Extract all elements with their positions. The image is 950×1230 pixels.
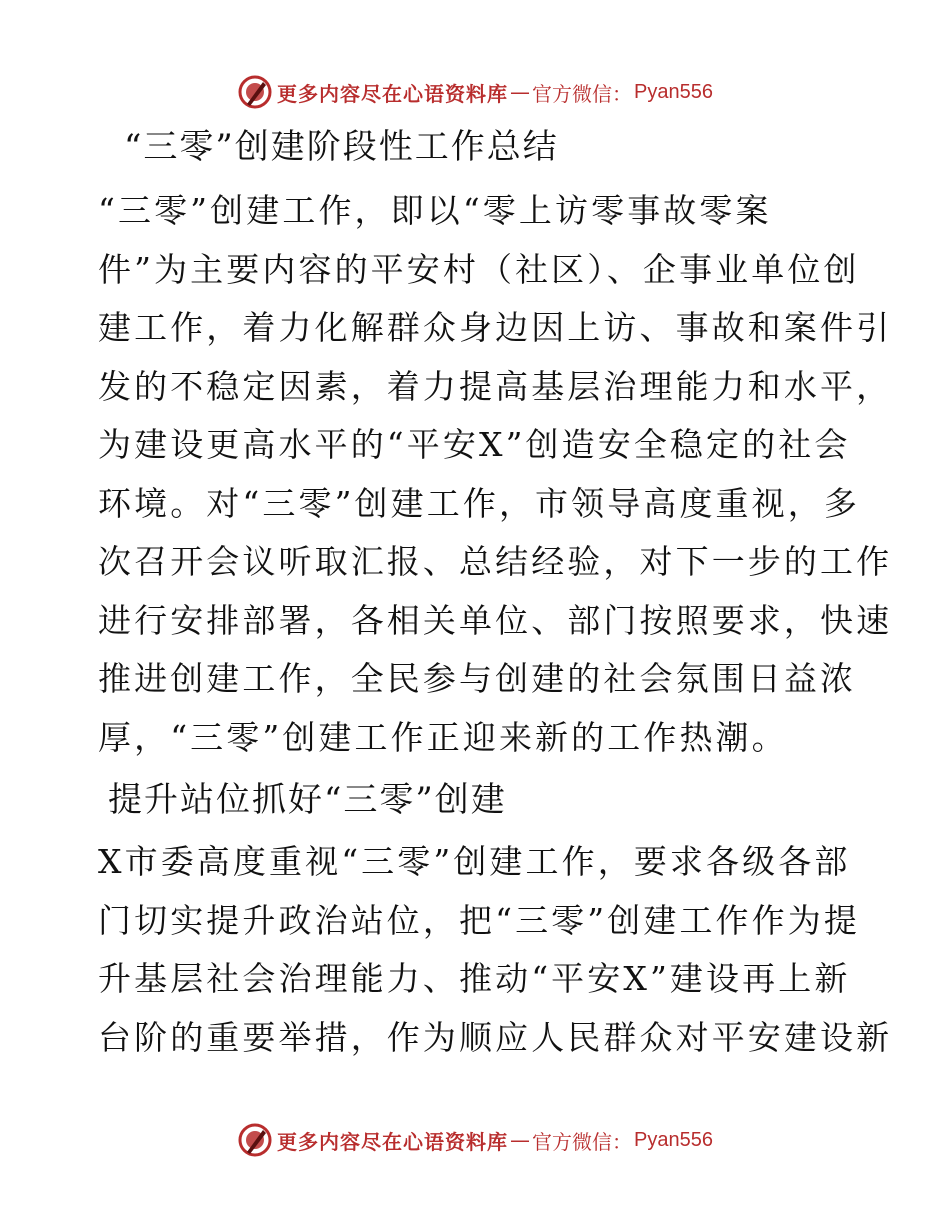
paragraph-line: “三零”创建工作，即以“零上访零事故零案 [98, 191, 772, 230]
paragraph-line: 件”为主要内容的平安村（社区）、企事业单位创 [98, 249, 860, 289]
paragraph-line: 进行安排部署，各相关单位、部门按照要求，快速 [98, 600, 893, 640]
paragraph-line: 门切实提升政治站位，把“三零”创建工作作为提 [98, 900, 860, 940]
banner-dash: — [510, 80, 531, 104]
paragraph-line: 为建设更高水平的“平安X”创造安全稳定的社会 [98, 425, 851, 464]
banner-wechat-label: 官方微信： [532, 81, 633, 106]
paragraph-line: 推进创建工作，全民参与创建的社会氛围日益浓 [98, 659, 857, 698]
paragraph-intro [98, 182, 893, 767]
paragraph-section [98, 833, 893, 1067]
document-title: “三零”创建阶段性工作总结 [124, 127, 559, 167]
banner-dash: — [510, 1128, 531, 1152]
banner-wechat-label: 官方微信： [532, 1129, 633, 1154]
banner-site-name: 更多内容尽在心语资料库 [277, 81, 509, 106]
paragraph-line: 建工作，着力化解群众身边因上访、事故和案件引 [98, 308, 893, 347]
paragraph-line: 次召开会议听取汇报、总结经验，对下一步的工作 [98, 542, 893, 581]
paragraph-line: X市委高度重视“三零”创建工作，要求各级各部 [98, 842, 851, 881]
footer-banner [0, 1120, 950, 1160]
header-banner [0, 72, 950, 112]
paragraph-line: 环境。对“三零”创建工作，市领导高度重视，多 [98, 483, 860, 523]
banner-wechat-handle: Pyan556 [634, 80, 713, 103]
paragraph-line: 升基层社会治理能力、推动“平安X”建设再上新 [98, 959, 851, 998]
banner-site-name: 更多内容尽在心语资料库 [277, 1129, 509, 1154]
paragraph-line: 厚，“三零”创建工作正迎来新的工作热潮。 [98, 717, 788, 757]
paragraph-line: 台阶的重要举措，作为顺应人民群众对平安建设新 [98, 1017, 893, 1057]
pen-circle-logo-icon [237, 1122, 273, 1158]
pen-circle-logo-icon [237, 74, 273, 110]
section-heading: 提升站位抓好“三零”创建 [108, 780, 507, 820]
banner-wechat-handle: Pyan556 [634, 1128, 713, 1151]
document-body [98, 118, 893, 1067]
paragraph-line: 发的不稳定因素，着力提高基层治理能力和水平， [98, 366, 893, 406]
